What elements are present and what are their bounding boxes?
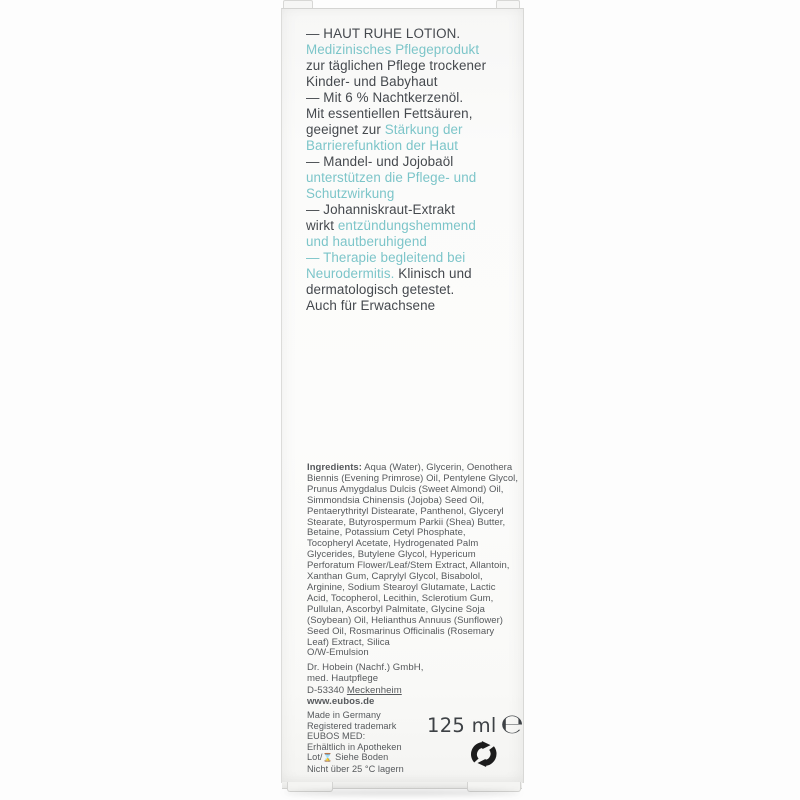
- ingredients-block: [307, 463, 518, 659]
- text-segment: Prunus Amygdalus Dulcis (Sweet Almond) Oil,: [307, 483, 504, 495]
- claims-text-block: [306, 26, 486, 314]
- text-segment: Aqua (Water), Glycerin, Oenothera: [361, 462, 513, 473]
- text-segment: Siehe Boden: [332, 752, 389, 762]
- text-segment: Lot/: [307, 752, 323, 762]
- text-segment: Nicht über 25 °C lagern: [307, 763, 404, 774]
- text-segment: www.eubos.de: [307, 696, 375, 708]
- text-segment: Pentaerythrityl Distearate, Panthenol, Glyceryl: [307, 505, 504, 517]
- text-segment: Glycerides, Butylene Glycol, Hypericum: [307, 549, 476, 561]
- text-segment: Betaine, Potassium Cetyl Phosphate,: [307, 527, 466, 539]
- text-line: [307, 731, 404, 742]
- text-segment: dermatologisch getestet.: [306, 282, 455, 297]
- text-segment: zur täglichen Pflege trockener: [306, 58, 487, 73]
- text-line: [306, 90, 486, 106]
- hourglass-icon: ⌛: [322, 753, 333, 762]
- text-segment: Medizinisches Pflegeprodukt: [306, 42, 480, 57]
- text-segment: Pullulan, Ascorbyl Palmitate, Glycine Soja: [307, 603, 485, 615]
- text-line: [307, 648, 518, 659]
- text-segment: Neurodermitis.: [306, 266, 395, 281]
- text-line: [307, 752, 404, 764]
- text-segment: entzündungshemmend: [337, 218, 476, 233]
- text-segment: — Mandel- und Jojobaöl: [306, 154, 454, 169]
- text-segment: Kinder- und Babyhaut: [306, 74, 438, 89]
- text-segment: — Mit 6 % Nachtkerzenöl.: [306, 90, 464, 105]
- text-segment: D-53340: [307, 684, 347, 696]
- text-line: [306, 58, 486, 74]
- text-segment: Registered trademark: [307, 720, 397, 731]
- text-line: [306, 170, 486, 186]
- text-line: [307, 742, 404, 753]
- text-segment: Schutzwirkung: [306, 186, 395, 201]
- text-line: [306, 42, 486, 58]
- text-line: [307, 721, 404, 732]
- text-segment: Dr. Hobein (Nachf.) GmbH,: [307, 662, 424, 673]
- text-segment: und hautberuhigend: [306, 234, 427, 249]
- product-info-block: [307, 710, 404, 774]
- text-segment: Mit essentiellen Fettsäuren,: [306, 106, 473, 121]
- text-segment: (Soybean) Oil, Helianthus Annuus (Sunflower): [307, 614, 503, 626]
- text-segment: Biennis (Evening Primrose) Oil, Pentylene Glycol,: [307, 472, 519, 484]
- volume-label: [427, 709, 525, 740]
- text-segment: O/W-Emulsion: [307, 647, 369, 659]
- text-segment: Simmondsia Chinensis (Jojoba) Seed Oil,: [307, 494, 485, 506]
- text-segment: Stärkung der: [384, 122, 463, 137]
- text-segment: geeignet zur: [306, 122, 385, 137]
- text-line: [306, 234, 486, 250]
- text-line: [307, 673, 423, 684]
- volume-amount: 125 ml: [427, 714, 497, 737]
- text-segment: — HAUT RUHE LOTION.: [306, 26, 461, 41]
- text-segment: wirkt: [306, 218, 338, 233]
- text-line: [306, 250, 486, 266]
- text-line: [306, 218, 486, 234]
- box-shadow: [284, 790, 520, 795]
- text-segment: — Johanniskraut-Extrakt: [306, 202, 455, 217]
- text-segment: Xanthan Gum, Caprylyl Glycol, Bisabolol,: [307, 571, 483, 583]
- text-line: [307, 764, 404, 775]
- text-segment: Arginine, Sodium Stearoyl Glutamate, Lactic: [307, 581, 496, 593]
- text-line: [306, 298, 486, 314]
- text-segment: — Therapie begleitend bei: [306, 250, 466, 265]
- text-line: [307, 696, 423, 707]
- text-segment: Seed Oil, Rosmarinus Officinalis (Rosemary: [307, 625, 495, 637]
- text-line: [307, 662, 423, 673]
- text-line: [306, 282, 486, 298]
- text-line: [306, 26, 486, 42]
- text-segment: Stearate, Butyrospermum Parkii (Shea) Butter,: [307, 516, 506, 528]
- text-line: [306, 106, 486, 122]
- text-segment: Leaf) Extract, Silica: [307, 636, 390, 648]
- text-segment: Tocopheryl Acetate, Hydrogenated Palm: [307, 538, 479, 550]
- text-segment: Made in Germany: [307, 710, 381, 720]
- text-segment: Auch für Erwachsene: [306, 298, 436, 313]
- manufacturer-address-block: [307, 662, 423, 708]
- text-line: [306, 202, 486, 218]
- text-line: [306, 266, 486, 282]
- text-line: [306, 154, 486, 170]
- text-line: [307, 710, 404, 721]
- text-segment: Perforatum Flower/Leaf/Stem Extract, Allantoin,: [307, 560, 510, 572]
- estimated-sign: ℮: [500, 709, 525, 740]
- text-segment: Meckenheim: [346, 684, 402, 696]
- text-line: [306, 138, 486, 154]
- text-segment: Acid, Tocopherol, Lecithin, Sclerotium Gum,: [307, 592, 494, 604]
- text-segment: med. Hautpflege: [307, 673, 379, 685]
- text-segment: Erhältlich in Apotheken: [307, 741, 402, 752]
- text-line: [307, 685, 423, 696]
- text-segment: unterstützen die Pflege- und: [306, 170, 477, 185]
- text-segment: Barrierefunktion der Haut: [306, 138, 459, 153]
- text-segment: Klinisch und: [394, 266, 472, 281]
- text-segment: Ingredients:: [307, 462, 362, 473]
- text-line: [306, 186, 486, 202]
- green-dot-recycling-icon: [471, 741, 497, 767]
- text-segment: EUBOS MED:: [307, 731, 366, 741]
- text-line: [306, 122, 486, 138]
- text-line: [306, 74, 486, 90]
